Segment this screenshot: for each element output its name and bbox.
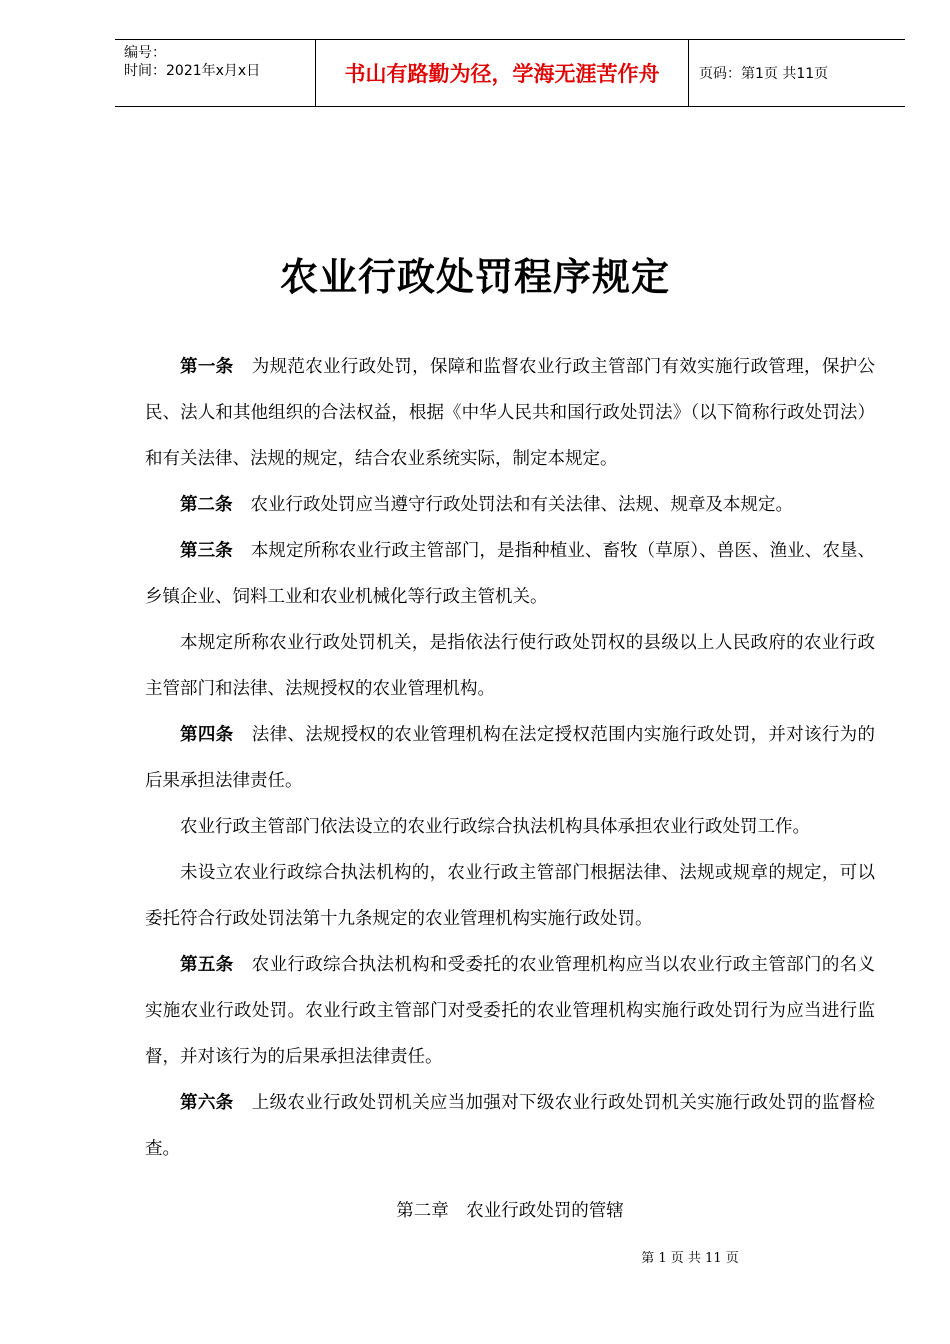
page-header — [115, 39, 905, 107]
paragraph-article-4 — [145, 712, 875, 804]
article-label: 第五条 — [180, 955, 234, 975]
paragraph-article-6 — [145, 1080, 875, 1172]
paragraph-text: 本规定所称农业行政处罚机关，是指依法行使行政处罚权的县级以上人民政府的农业行政主管部门和法律、法规授权的农业管理机构。 — [145, 633, 875, 699]
paragraph-text: 农业行政处罚应当遵守行政处罚法和有关法律、法规、规章及本规定。 — [250, 495, 793, 515]
paragraph-text: 农业行政综合执法机构和受委托的农业管理机构应当以农业行政主管部门的名义实施农业行政处罚。农业行政主管部门对受委托的农业管理机构实施行政处罚行为应当进行监督，并对该行为的后果承担法律责任。 — [145, 955, 876, 1067]
article-label: 第三条 — [180, 541, 233, 561]
number-label: 编号： — [124, 45, 166, 61]
article-label: 第六条 — [180, 1093, 234, 1113]
chapter-heading: 第二章 农业行政处罚的管辖 — [396, 1201, 624, 1221]
article-label: 第四条 — [180, 725, 234, 745]
paragraph-article-1 — [145, 344, 875, 482]
article-label: 第一条 — [180, 357, 234, 377]
paragraph-article-5 — [145, 942, 875, 1080]
header-motto: 书山有路勤为径，学海无涯苦作舟 — [315, 40, 689, 106]
paragraph-text: 上级农业行政处罚机关应当加强对下级农业行政处罚机关实施行政处罚的监督检查。 — [145, 1093, 876, 1159]
header-meta — [115, 40, 315, 106]
paragraph — [145, 804, 875, 850]
paragraph-text: 未设立农业行政综合执法机构的，农业行政主管部门根据法律、法规或规章的规定，可以委托符合行政处罚法第十九条规定的农业管理机构实施行政处罚。 — [145, 863, 875, 929]
paragraph-text: 本规定所称农业行政主管部门，是指种植业、畜牧（草原）、兽医、渔业、农垦、乡镇企业、饲料工业和农业机械化等行政主管机关。 — [145, 541, 875, 607]
paragraph-text: 法律、法规授权的农业管理机构在法定授权范围内实施行政处罚，并对该行为的后果承担法律责任。 — [145, 725, 876, 791]
paragraph — [145, 850, 875, 942]
document-body — [145, 344, 875, 1172]
paragraph — [145, 620, 875, 712]
document-title: 农业行政处罚程序规定 — [279, 254, 670, 299]
time-label: 时间：2021年x月x日 — [124, 63, 261, 79]
paragraph-article-3 — [145, 528, 875, 620]
paragraph-text: 农业行政主管部门依法设立的农业行政综合执法机构具体承担农业行政处罚工作。 — [180, 817, 810, 837]
paragraph-article-2 — [145, 482, 875, 528]
article-label: 第二条 — [180, 495, 233, 515]
header-page-info: 页码：第1页 共11页 — [699, 66, 829, 82]
page-footer: 第 1 页 共 11 页 — [641, 1251, 739, 1266]
paragraph-text: 为规范农业行政处罚，保障和监督农业行政主管部门有效实施行政管理，保护公民、法人和其他组织的合法权益，根据《中华人民共和国行政处罚法》（以下简称行政处罚法）和有关法律、法规的规定，结合农业系统实际，制定本规定。 — [145, 357, 876, 469]
